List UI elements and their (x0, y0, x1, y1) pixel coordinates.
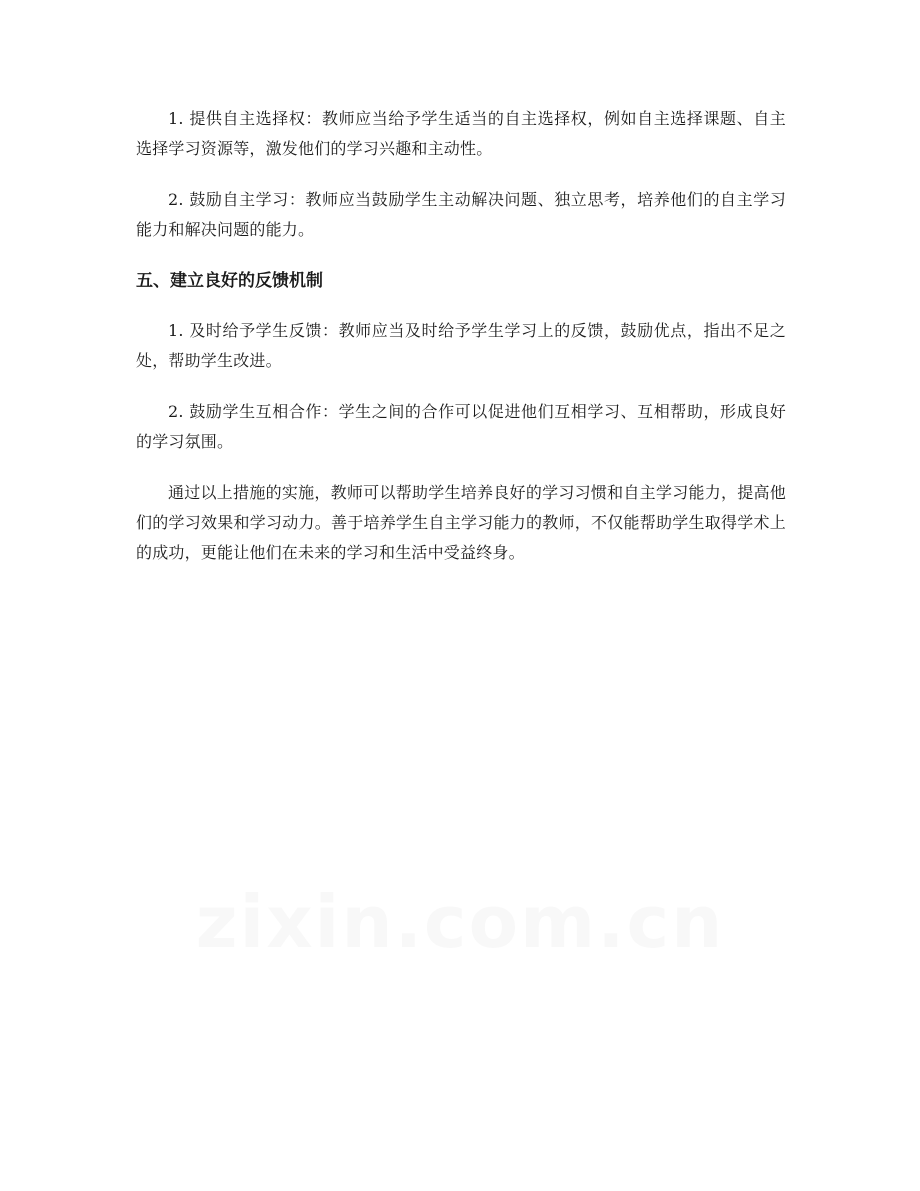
document-body (136, 104, 786, 589)
section-heading: 五、建立良好的反馈机制 (136, 271, 323, 291)
watermark: zixin.com.cn (195, 880, 725, 964)
paragraph-cooperation: 2. 鼓励学生互相合作：学生之间的合作可以促进他们互相学习、互相帮助，形成良好的学习氛围。 (136, 402, 786, 451)
paragraph-choice-right: 1. 提供自主选择权：教师应当给予学生适当的自主选择权，例如自主选择课题、自主选择学习资源等，激发他们的学习兴趣和主动性。 (136, 109, 786, 158)
paragraph-conclusion: 通过以上措施的实施，教师可以帮助学生培养良好的学习习惯和自主学习能力，提高他们的学习效果和学习动力。善于培养学生自主学习能力的教师，不仅能帮助学生取得学术上的成功，更能让他们在未来的学习和生活中受益终身。 (136, 483, 786, 562)
paragraph-self-study: 2. 鼓励自主学习：教师应当鼓励学生主动解决问题、独立思考，培养他们的自主学习能力和解决问题的能力。 (136, 190, 786, 239)
paragraph-feedback: 1. 及时给予学生反馈：教师应当及时给予学生学习上的反馈，鼓励优点，指出不足之处，帮助学生改进。 (136, 321, 786, 370)
